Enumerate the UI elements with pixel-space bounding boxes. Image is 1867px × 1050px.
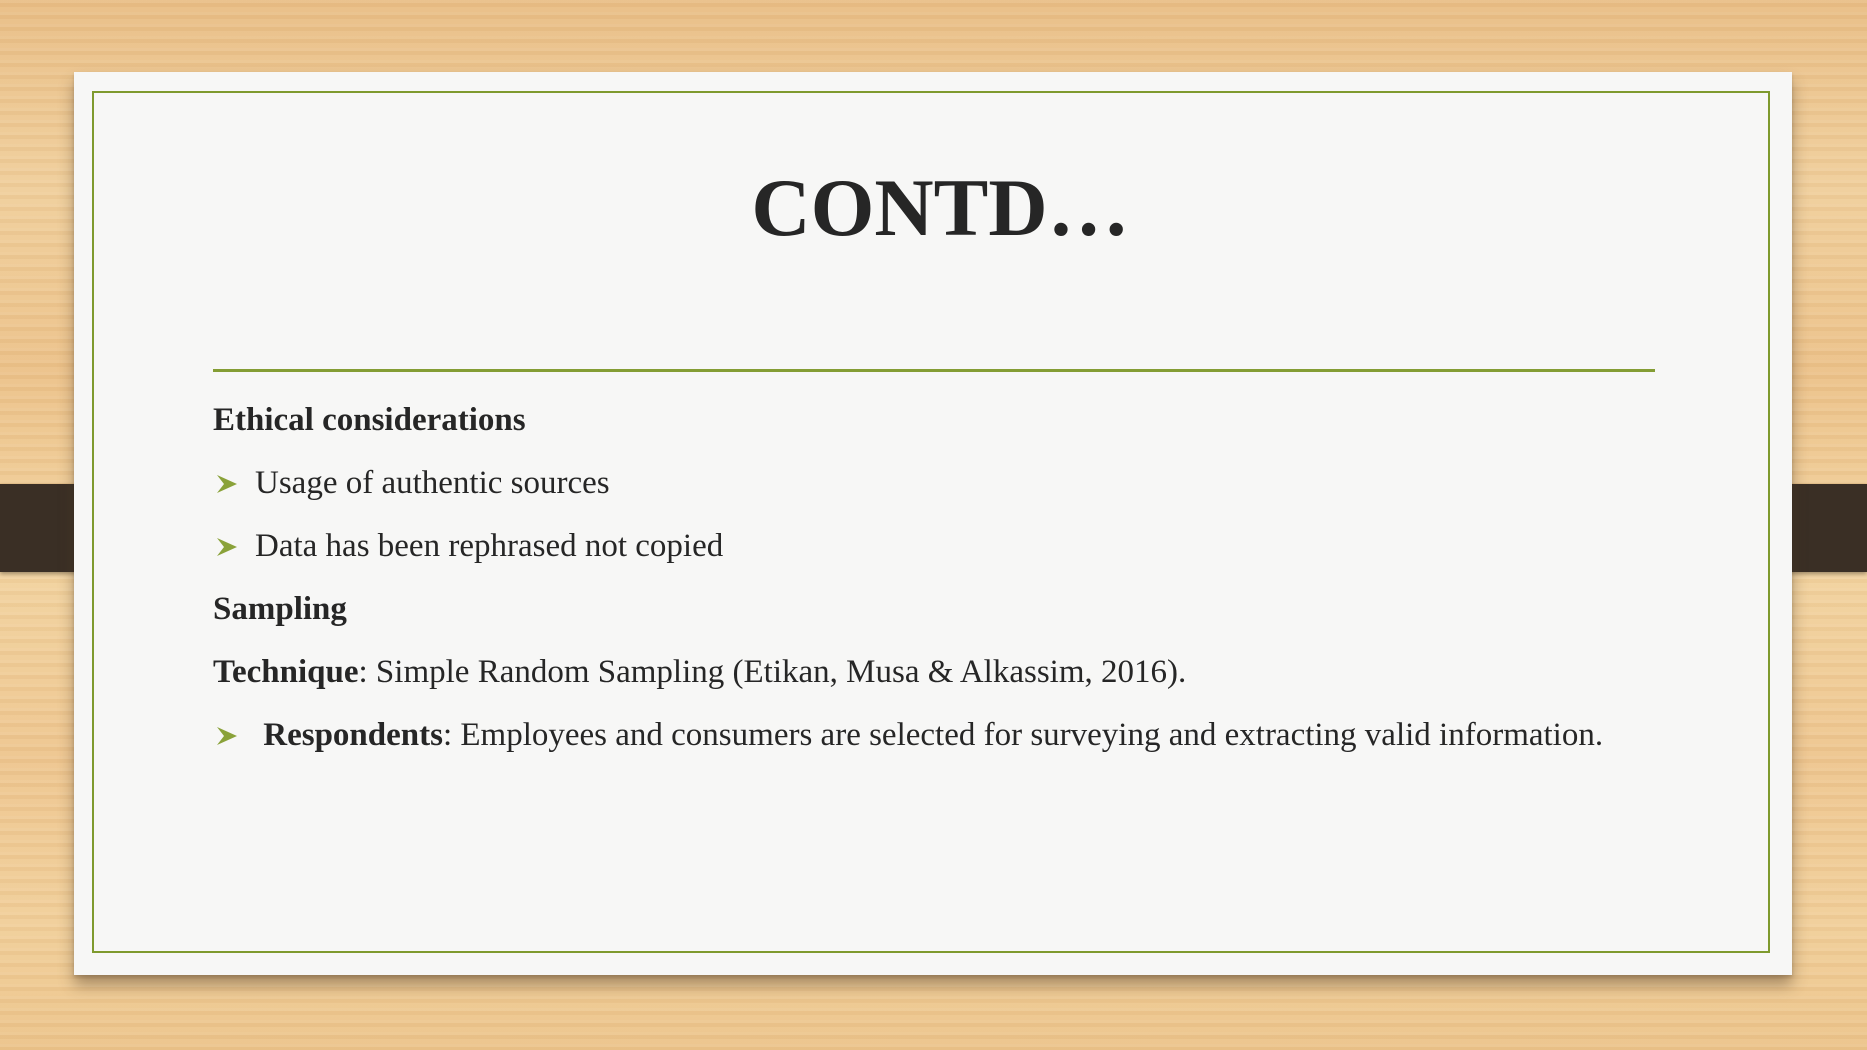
list-item xyxy=(213,525,1655,567)
respondents-label: Respondents xyxy=(263,717,443,753)
technique-text: : Simple Random Sampling (Etikan, Musa & Alkassim, 2016). xyxy=(358,654,1187,690)
title-divider xyxy=(213,369,1655,372)
respondents-item xyxy=(213,714,1655,756)
sampling-heading: Sampling xyxy=(213,591,347,627)
respondents-text-block xyxy=(255,714,1655,756)
ethical-considerations-heading: Ethical considerations xyxy=(213,402,526,438)
arrow-bullet-icon xyxy=(216,474,238,494)
technique-line xyxy=(213,651,1186,693)
bullet-text: Usage of authentic sources xyxy=(255,465,610,501)
slide-paper xyxy=(74,72,1792,975)
arrow-bullet-icon xyxy=(216,537,238,557)
bullet-text: Data has been rephrased not copied xyxy=(255,528,724,564)
slide-title: CONTD… xyxy=(751,162,1130,253)
arrow-bullet-icon xyxy=(216,726,238,746)
list-item xyxy=(213,462,1655,504)
technique-label: Technique xyxy=(213,654,359,690)
respondents-text: : Employees and consumers are selected for surveying and extracting valid information. xyxy=(442,717,1604,753)
